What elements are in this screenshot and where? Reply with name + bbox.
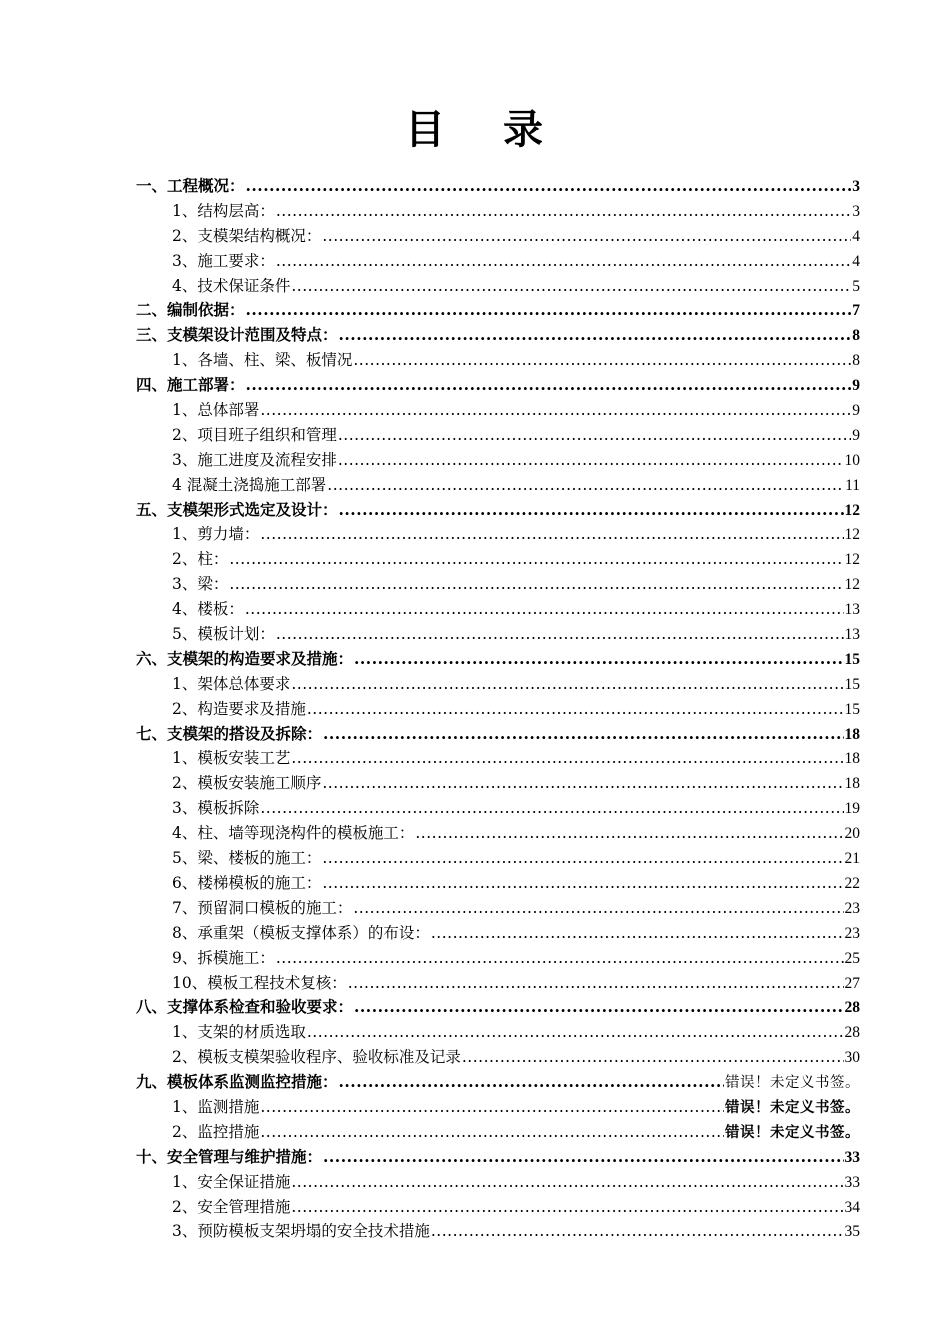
toc-entry-page-number: 10 — [844, 451, 860, 469]
toc-entry-label: 3、施工进度及流程安排 — [172, 450, 337, 469]
toc-entry-page-number: 3 — [852, 202, 860, 220]
toc-entry-page-number: 23 — [844, 899, 860, 917]
toc-entry-page-number: 33 — [844, 1173, 860, 1191]
toc-entry-label: 十、安全管理与维护措施： — [136, 1147, 323, 1166]
toc-entry-label: 2、模板支模架验收程序、验收标准及记录 — [172, 1048, 461, 1067]
toc-dot-leader — [246, 174, 852, 199]
toc-entry-label: 1、模板安装工艺 — [172, 749, 291, 768]
toc-subsection-entry[interactable] — [136, 1120, 860, 1145]
toc-subsection-entry[interactable] — [136, 1095, 860, 1120]
toc-entry-label: 5、模板计划： — [172, 625, 275, 644]
toc-dot-leader — [276, 249, 851, 274]
toc-subsection-entry[interactable] — [136, 597, 860, 622]
toc-entry-label: 1、安全保证措施 — [172, 1172, 291, 1191]
toc-dot-leader — [338, 423, 851, 448]
toc-dot-leader — [431, 921, 844, 946]
toc-dot-leader — [327, 473, 844, 498]
toc-entry-page-number: 11 — [845, 476, 860, 494]
toc-dot-leader — [291, 672, 843, 697]
toc-entry-label: 四、施工部署： — [136, 376, 245, 395]
toc-section-entry[interactable] — [136, 373, 860, 398]
toc-entry-page-number: 28 — [844, 999, 860, 1017]
toc-entry-page-number: 15 — [844, 650, 860, 668]
toc-subsection-entry[interactable] — [136, 398, 860, 423]
toc-entry-page-number: 9 — [852, 426, 860, 444]
toc-subsection-entry[interactable] — [136, 1219, 860, 1244]
toc-section-entry[interactable] — [136, 995, 860, 1020]
toc-entry-page-number: 18 — [844, 775, 860, 793]
toc-entry-label: 7、预留洞口模板的施工： — [172, 898, 353, 917]
toc-section-entry[interactable] — [136, 174, 860, 199]
toc-entry-page-number: 18 — [844, 725, 860, 743]
toc-dot-leader — [339, 498, 844, 523]
toc-section-entry[interactable] — [136, 298, 860, 323]
toc-entry-page-number: 25 — [844, 949, 860, 967]
toc-entry-label: 4、柱、墙等现浇构件的模板施工： — [172, 824, 415, 843]
toc-subsection-entry[interactable] — [136, 946, 860, 971]
toc-entry-label: 二、编制依据： — [136, 301, 245, 320]
toc-entry-page-number: 13 — [844, 626, 860, 644]
toc-subsection-entry[interactable] — [136, 697, 860, 722]
toc-subsection-entry[interactable] — [136, 224, 860, 249]
toc-entry-label: 八、支撑体系检查和验收要求： — [136, 998, 354, 1017]
toc-subsection-entry[interactable] — [136, 348, 860, 373]
toc-entry-label: 1、架体总体要求 — [172, 674, 291, 693]
toc-entry-label: 4 混凝土浇捣施工部署 — [172, 475, 327, 494]
toc-entry-page-number: 5 — [852, 277, 860, 295]
toc-subsection-entry[interactable] — [136, 1195, 860, 1220]
toc-dot-leader — [260, 522, 843, 547]
toc-entry-error-text: 错误！未定义书签。 — [725, 1124, 860, 1141]
toc-entry-page-number: 22 — [844, 874, 860, 892]
toc-entry-label: 一、工程概况： — [136, 177, 245, 195]
toc-dot-leader — [415, 821, 843, 846]
toc-entry-page-number: 12 — [844, 501, 860, 519]
toc-entry-label: 1、支架的材质选取 — [172, 1023, 306, 1042]
toc-entry-label: 2、安全管理措施 — [172, 1197, 291, 1216]
toc-entry-error-text: 错误！未定义书签。 — [725, 1099, 860, 1116]
toc-entry-label: 五、支模架形式选定及设计： — [136, 500, 338, 519]
toc-entry-label: 六、支模架的构造要求及措施： — [136, 649, 354, 668]
toc-section-entry[interactable] — [136, 1145, 860, 1170]
toc-entry-page-number: 27 — [844, 974, 860, 992]
toc-entry-label: 2、柱： — [172, 550, 229, 569]
toc-subsection-entry[interactable] — [136, 249, 860, 274]
toc-section-entry[interactable] — [136, 647, 860, 672]
toc-entry-page-number: 12 — [844, 526, 860, 544]
toc-dot-leader — [307, 697, 844, 722]
toc-entry-page-number: 12 — [844, 551, 860, 569]
toc-dot-leader — [229, 547, 843, 572]
toc-subsection-entry[interactable] — [136, 1045, 860, 1070]
page-title — [0, 100, 950, 160]
toc-dot-leader — [462, 1045, 844, 1070]
toc-subsection-entry[interactable] — [136, 971, 860, 996]
toc-dot-leader — [353, 348, 851, 373]
toc-entry-page-number: 9 — [852, 402, 860, 420]
toc-dot-leader — [246, 298, 852, 323]
toc-dot-leader — [291, 1170, 843, 1195]
toc-entry-error-text: 错误！未定义书签。 — [725, 1075, 860, 1092]
toc-entry-page-number: 19 — [844, 800, 860, 818]
toc-dot-leader — [354, 995, 843, 1020]
toc-dot-leader — [260, 796, 843, 821]
toc-dot-leader — [322, 224, 851, 249]
toc-entry-label: 3、梁： — [172, 575, 229, 594]
toc-subsection-entry[interactable] — [136, 547, 860, 572]
toc-subsection-entry[interactable] — [136, 473, 860, 498]
toc-entry-label: 2、监控措施 — [172, 1122, 260, 1141]
toc-subsection-entry[interactable] — [136, 672, 860, 697]
toc-entry-label: 5、梁、楼板的施工： — [172, 849, 322, 868]
toc-section-entry[interactable] — [136, 1070, 860, 1095]
title-char-1: 目 — [405, 106, 447, 153]
toc-dot-leader — [291, 274, 851, 299]
toc-subsection-entry[interactable] — [136, 871, 860, 896]
toc-entry-label: 1、监测措施 — [172, 1097, 260, 1116]
toc-dot-leader — [276, 622, 844, 647]
toc-dot-leader — [339, 323, 852, 348]
toc-subsection-entry[interactable] — [136, 821, 860, 846]
toc-entry-page-number: 23 — [844, 924, 860, 942]
toc-entry-label: 6、楼梯模板的施工： — [172, 873, 322, 892]
toc-subsection-entry[interactable] — [136, 199, 860, 224]
toc-dot-leader — [260, 1095, 724, 1120]
toc-dot-leader — [322, 771, 843, 796]
toc-subsection-entry[interactable] — [136, 796, 860, 821]
toc-subsection-entry[interactable] — [136, 1020, 860, 1045]
toc-subsection-entry[interactable] — [136, 423, 860, 448]
toc-entry-label: 2、项目班子组织和管理 — [172, 425, 337, 444]
toc-dot-leader — [260, 1120, 724, 1145]
toc-entry-label: 4、楼板： — [172, 600, 244, 619]
toc-dot-leader — [348, 971, 844, 996]
toc-subsection-entry[interactable] — [136, 1170, 860, 1195]
toc-entry-page-number: 3 — [852, 178, 860, 195]
toc-dot-leader — [354, 647, 843, 672]
toc-dot-leader — [229, 572, 843, 597]
toc-entry-page-number: 21 — [844, 850, 860, 868]
toc-entry-label: 1、剪力墙： — [172, 525, 260, 544]
toc-entry-label: 1、总体部署 — [172, 401, 260, 420]
toc-entry-page-number: 30 — [844, 1049, 860, 1067]
toc-entry-page-number: 9 — [852, 377, 860, 395]
toc-entry-label: 1、各墙、柱、梁、板情况 — [172, 351, 353, 370]
toc-entry-page-number: 8 — [852, 352, 860, 370]
toc-entry-page-number: 18 — [844, 750, 860, 768]
toc-entry-page-number: 13 — [844, 601, 860, 619]
toc-entry-label: 2、支模架结构概况： — [172, 226, 322, 245]
toc-subsection-entry[interactable] — [136, 896, 860, 921]
toc-entry-page-number: 15 — [844, 675, 860, 693]
toc-entry-page-number: 33 — [844, 1148, 860, 1166]
toc-subsection-entry[interactable] — [136, 846, 860, 871]
toc-entry-label: 3、预防模板支架坍塌的安全技术措施 — [172, 1222, 430, 1241]
toc-dot-leader — [323, 722, 843, 747]
toc-entry-page-number: 34 — [844, 1198, 860, 1216]
toc-dot-leader — [353, 896, 843, 921]
toc-dot-leader — [260, 398, 851, 423]
toc-entry-label: 3、模板拆除 — [172, 799, 260, 818]
toc-dot-leader — [431, 1219, 844, 1244]
toc-entry-label: 2、构造要求及措施 — [172, 699, 306, 718]
toc-dot-leader — [276, 946, 844, 971]
toc-dot-leader — [246, 373, 852, 398]
toc-subsection-entry[interactable] — [136, 274, 860, 299]
toc-dot-leader — [322, 871, 843, 896]
toc-entry-page-number: 12 — [844, 576, 860, 594]
toc-entry-label: 2、模板安装施工顺序 — [172, 774, 322, 793]
toc-section-entry[interactable] — [136, 323, 860, 348]
toc-entry-label: 三、支模架设计范围及特点： — [136, 326, 338, 345]
toc-entry-page-number: 4 — [852, 227, 860, 245]
toc-entry-label: 3、施工要求： — [172, 251, 275, 270]
toc-subsection-entry[interactable] — [136, 771, 860, 796]
toc-entry-label: 九、模板体系监测监控措施： — [136, 1073, 338, 1092]
toc-section-entry[interactable] — [136, 498, 860, 523]
toc-dot-leader — [291, 1195, 843, 1220]
toc-entry-page-number: 15 — [844, 700, 860, 718]
toc-entry-page-number: 35 — [844, 1223, 860, 1241]
toc-entry-label: 七、支模架的搭设及拆除： — [136, 724, 323, 743]
toc-dot-leader — [338, 448, 844, 473]
toc-subsection-entry[interactable] — [136, 572, 860, 597]
title-char-2: 录 — [503, 106, 545, 153]
toc-subsection-entry[interactable] — [136, 522, 860, 547]
toc-dot-leader — [276, 199, 851, 224]
toc-entry-label: 8、承重架（模板支撑体系）的布设： — [172, 923, 430, 942]
toc-entry-label: 4、技术保证条件 — [172, 276, 291, 295]
toc-subsection-entry[interactable] — [136, 746, 860, 771]
toc-section-entry[interactable] — [136, 722, 860, 747]
toc-subsection-entry[interactable] — [136, 622, 860, 647]
toc-entry-page-number: 7 — [852, 302, 860, 320]
toc-dot-leader — [307, 1020, 844, 1045]
toc-entry-label: 10、模板工程技术复核： — [172, 973, 347, 992]
toc-subsection-entry[interactable] — [136, 921, 860, 946]
toc-entry-page-number: 4 — [852, 252, 860, 270]
toc-entry-page-number: 20 — [844, 825, 860, 843]
toc-dot-leader — [245, 597, 844, 622]
toc-entry-page-number: 28 — [844, 1024, 860, 1042]
toc-entry-label: 1、结构层高： — [172, 201, 275, 220]
toc-dot-leader — [291, 746, 843, 771]
toc-entry-page-number: 8 — [852, 327, 860, 345]
toc-dot-leader — [323, 1145, 843, 1170]
toc-dot-leader — [339, 1070, 724, 1095]
toc-dot-leader — [322, 846, 843, 871]
toc-entry-label: 9、拆模施工： — [172, 948, 275, 967]
table-of-contents — [136, 174, 860, 1244]
toc-subsection-entry[interactable] — [136, 448, 860, 473]
